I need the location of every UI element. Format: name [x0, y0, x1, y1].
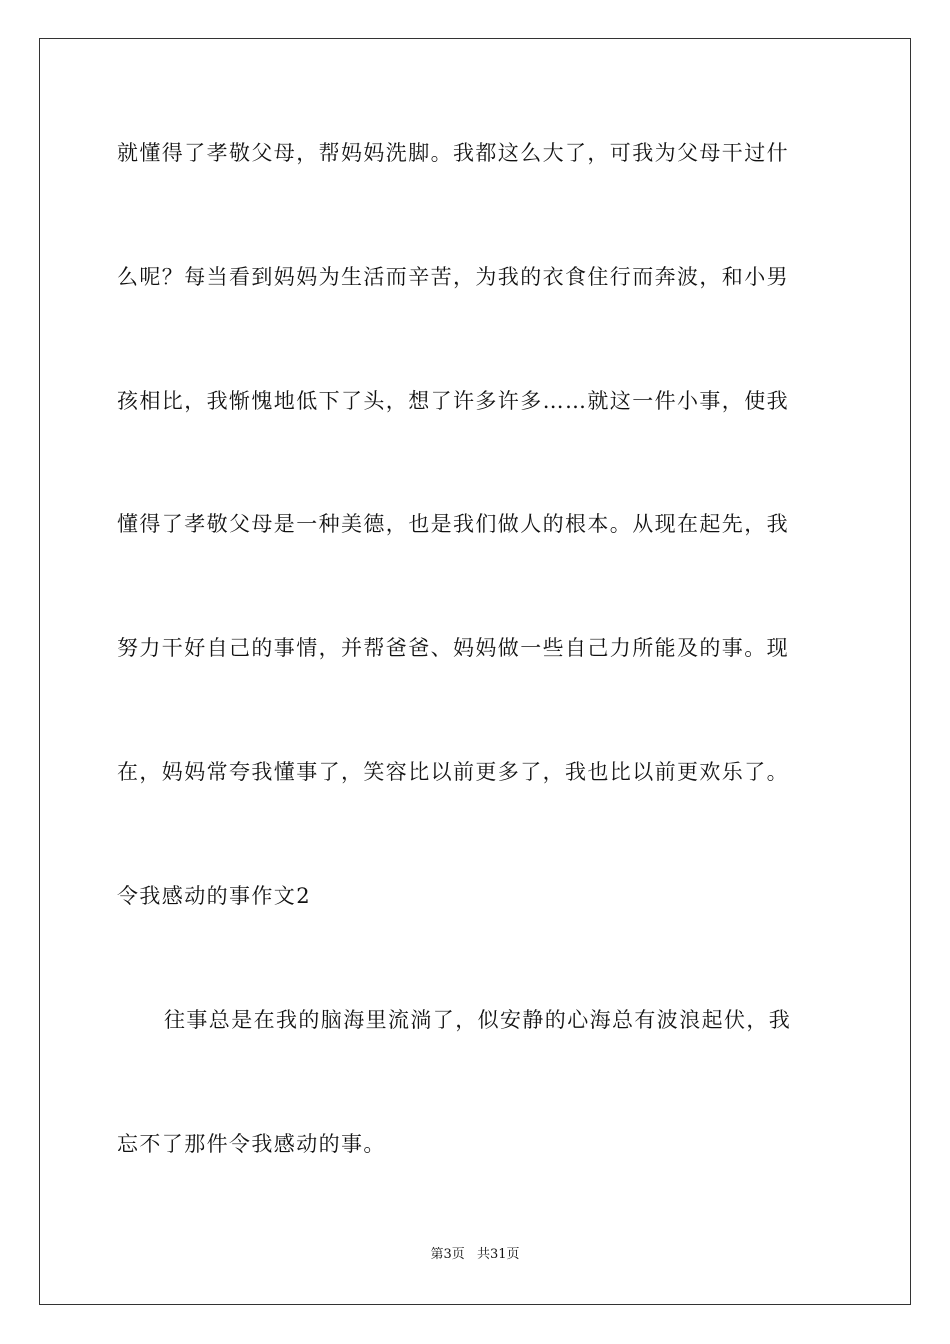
- text-line-6: 在，妈妈常夸我懂事了，笑容比以前更多了，我也比以前更欢乐了。: [117, 760, 789, 784]
- text-line-5: 努力干好自己的事情，并帮爸爸、妈妈做一些自己力所能及的事。现: [117, 636, 789, 660]
- paragraph2-line-1: 往事总是在我的脑海里流淌了，似安静的心海总有波浪起伏，我: [164, 1008, 792, 1032]
- text-line-1: 就懂得了孝敬父母，帮妈妈洗脚。我都这么大了，可我为父母干过什: [117, 141, 789, 165]
- page-frame: [39, 38, 911, 1305]
- text-line-2: 么呢？每当看到妈妈为生活而辛苦，为我的衣食住行而奔波，和小男: [117, 265, 789, 289]
- text-line-4: 懂得了孝敬父母是一种美德，也是我们做人的根本。从现在起先，我: [117, 512, 789, 536]
- page-footer: [0, 1246, 950, 1264]
- text-line-3: 孩相比，我惭愧地低下了头，想了许多许多……就这一件小事，使我: [117, 389, 789, 413]
- essay-heading: 令我感动的事作文2: [117, 884, 311, 908]
- page-total: 共31页: [476, 1247, 520, 1262]
- page-number: 第3页: [430, 1247, 465, 1262]
- paragraph2-line-2: 忘不了那件令我感动的事。: [117, 1132, 386, 1156]
